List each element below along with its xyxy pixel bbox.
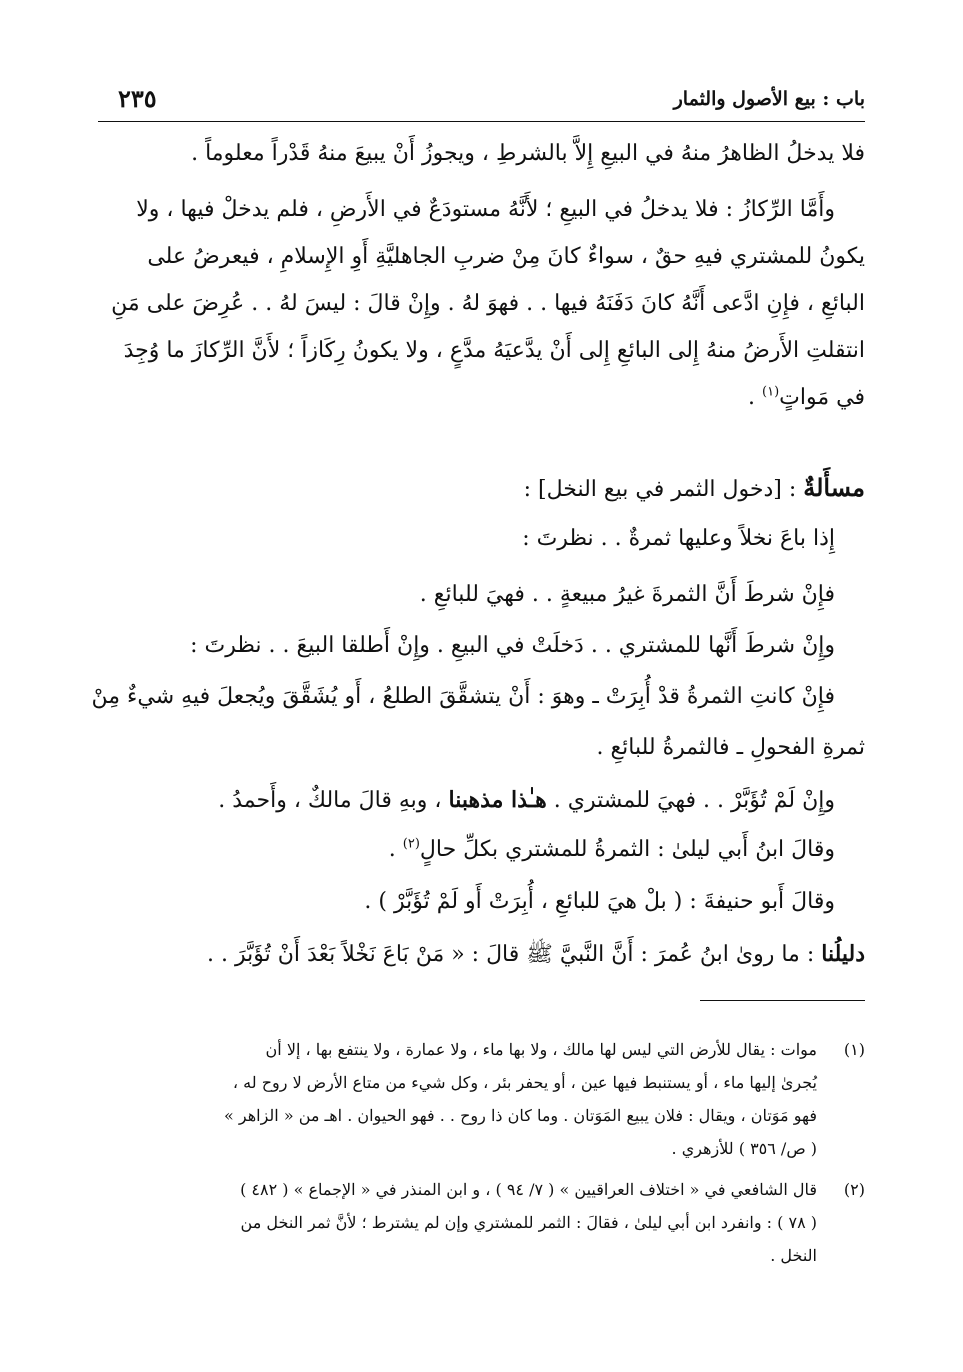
chapter-header: باب : بيع الأصول والثمار [673, 88, 865, 110]
footnote-2-line-2: ( ٧٨ ) : وانفرد ابن أبي ليلىٰ ، فقالَ : الثمر للمشتري وإن لم يشترط ؛ لأنَّ ثمر النخل من [240, 1213, 817, 1232]
footnote-1-number: (١) [843, 1040, 865, 1059]
body-line-15-text: : ما روىٰ ابنُ عُمرَ : أَنَّ النَّبيَّ ﷺ قالَ : « مَنْ بَاعَ نَخْلاً بَعْدَ أَنْ تُؤَبَّرَ . . [207, 942, 822, 967]
body-line-8: فإِنْ شرطَ أَنَّ الثمرةَ غيرُ مبيعةٍ . . فهيَ للبائعِ . [419, 582, 835, 607]
body-line-1: فلا يدخلُ الظاهرُ منهُ في البيعِ إِلاَّ بالشرطِ ، ويجوزُ أَنْ يبيعَ منهُ قَدْراً معلوماً . [191, 141, 865, 166]
footnote-rule [700, 1000, 865, 1001]
footnote-2-line-3: النخل . [770, 1246, 817, 1265]
page-number: ٢٣٥ [118, 84, 157, 113]
issue-heading [524, 472, 865, 505]
body-line-10: فإِنْ كانتِ الثمرةُ قدْ أُبِرَتْ ـ وهوَ : أَنْ يتشقَّقَ الطلعُ ، أَو يُشَقَّقَ ويُجعلَ فيهِ شيءٌ مِنْ [91, 684, 835, 709]
footnote-2-line-1: قال الشافعي في « اختلاف العراقيين » ( ٧/ ٩٤ ) ، و ابن المنذر في « الإجماع » ( ٤٨٢ ) [240, 1180, 817, 1199]
footnote-1-line-2: يُجرىٰ إليها ماء ، أو يستنبط فيها عين ، أو يحفر بئر ، وكل شيء من متاع الأرض لا روح له ، [232, 1073, 817, 1092]
body-line-6-end: . [748, 385, 763, 410]
body-line-15 [207, 940, 865, 970]
body-line-13-text: وقالَ ابنُ أَبي ليلىٰ : الثمرةُ للمشتري بكلِّ حالٍ [419, 837, 835, 862]
body-line-13 [389, 836, 835, 865]
body-line-6-text: في مَواتٍ [779, 385, 865, 410]
footnote-1-line-3: فهو مَوَتان ، ويقال : فلان يبيع المَوَتان . وما كان ذا روح . . فهو الحيوان . اهـ من « الزاهر » [224, 1106, 817, 1125]
issue-label: مسأَلةٌ [803, 473, 865, 502]
body-line-2: وأَمَّا الرِّكازُ : فلا يدخلُ في البيعِ ؛ لأَنَّهُ مستودَعٌ في الأَرضِ ، فلم يدخلْ فيها ، ولا [136, 197, 835, 222]
body-line-9: وإِنْ شرطَ أَنَّها للمشتري . . دَخلَتْ في البيعِ . وإِنْ أَطلقا البيعَ . . نظرتَ : [190, 633, 835, 658]
footnote-ref-1: (١) [762, 384, 780, 400]
body-line-7: إِذا باعَ نخلاً وعليها ثمرةٌ . . نظرتَ : [522, 526, 835, 551]
body-line-6 [748, 384, 865, 413]
footnote-1-line-4: ( ص/ ٣٥٦ ) للأزهري . [671, 1139, 817, 1158]
header-rule [98, 121, 865, 122]
issue-title: : [دخول الثمر في بيع النخل] : [523, 477, 804, 502]
body-line-11: ثمرةِ الفحولِ ـ فالثمرةُ للبائعِ . [596, 735, 865, 760]
body-line-3: يكونُ للمشتري فيهِ حقٌ ، سواءٌ كانَ مِنْ ضربِ الجاهليَّةِ أَوِ الإِسلامِ ، فيعرضُ على [147, 244, 865, 269]
body-line-14: وقالَ أَبو حنيفةَ : ( بلْ هيَ للبائعِ ، أُبِرَتْ أَو لَمْ تُؤَبَّرْ ) . [364, 889, 835, 914]
evidence-label: دليلُنا [821, 941, 865, 967]
footnote-ref-2: (٢) [402, 836, 420, 852]
body-line-12-c: ، وبهِ قالَ مالكٌ ، وأَحمدُ . [218, 788, 449, 813]
body-line-5: انتقلتِ الأَرضُ منهُ إِلى البائعِ إِلى أَنْ يدَّعيَهُ مدَّعٍ ، ولا يكونُ رِكَازاً ؛ لأَنَّ الرِّكازَ ما وُجِدَ [123, 338, 865, 363]
footnote-1-line-1: موات : يقال للأرض التي ليس لها مالك ، ولا بها ماء ، ولا عمارة ، ولا ينتفع بها ، إلا أن [265, 1040, 817, 1059]
body-line-12-a: وإِنْ لَمْ تُؤَبَّرْ . . فهيَ للمشتري . [546, 788, 835, 813]
body-line-12 [218, 786, 835, 816]
footnote-2-number: (٢) [843, 1180, 865, 1199]
our-school-phrase: هـٰذا مذهبنا [448, 787, 547, 813]
body-line-4: البائعِ ، فإِنِ ادَّعى أَنَّهُ كانَ دَفَنَهُ فيها . . فهوَ لهُ . وإِنْ قالَ : ليسَ لهُ . . عُرِضَ على مَنِ [111, 291, 865, 316]
body-line-13-end: . [388, 837, 403, 862]
